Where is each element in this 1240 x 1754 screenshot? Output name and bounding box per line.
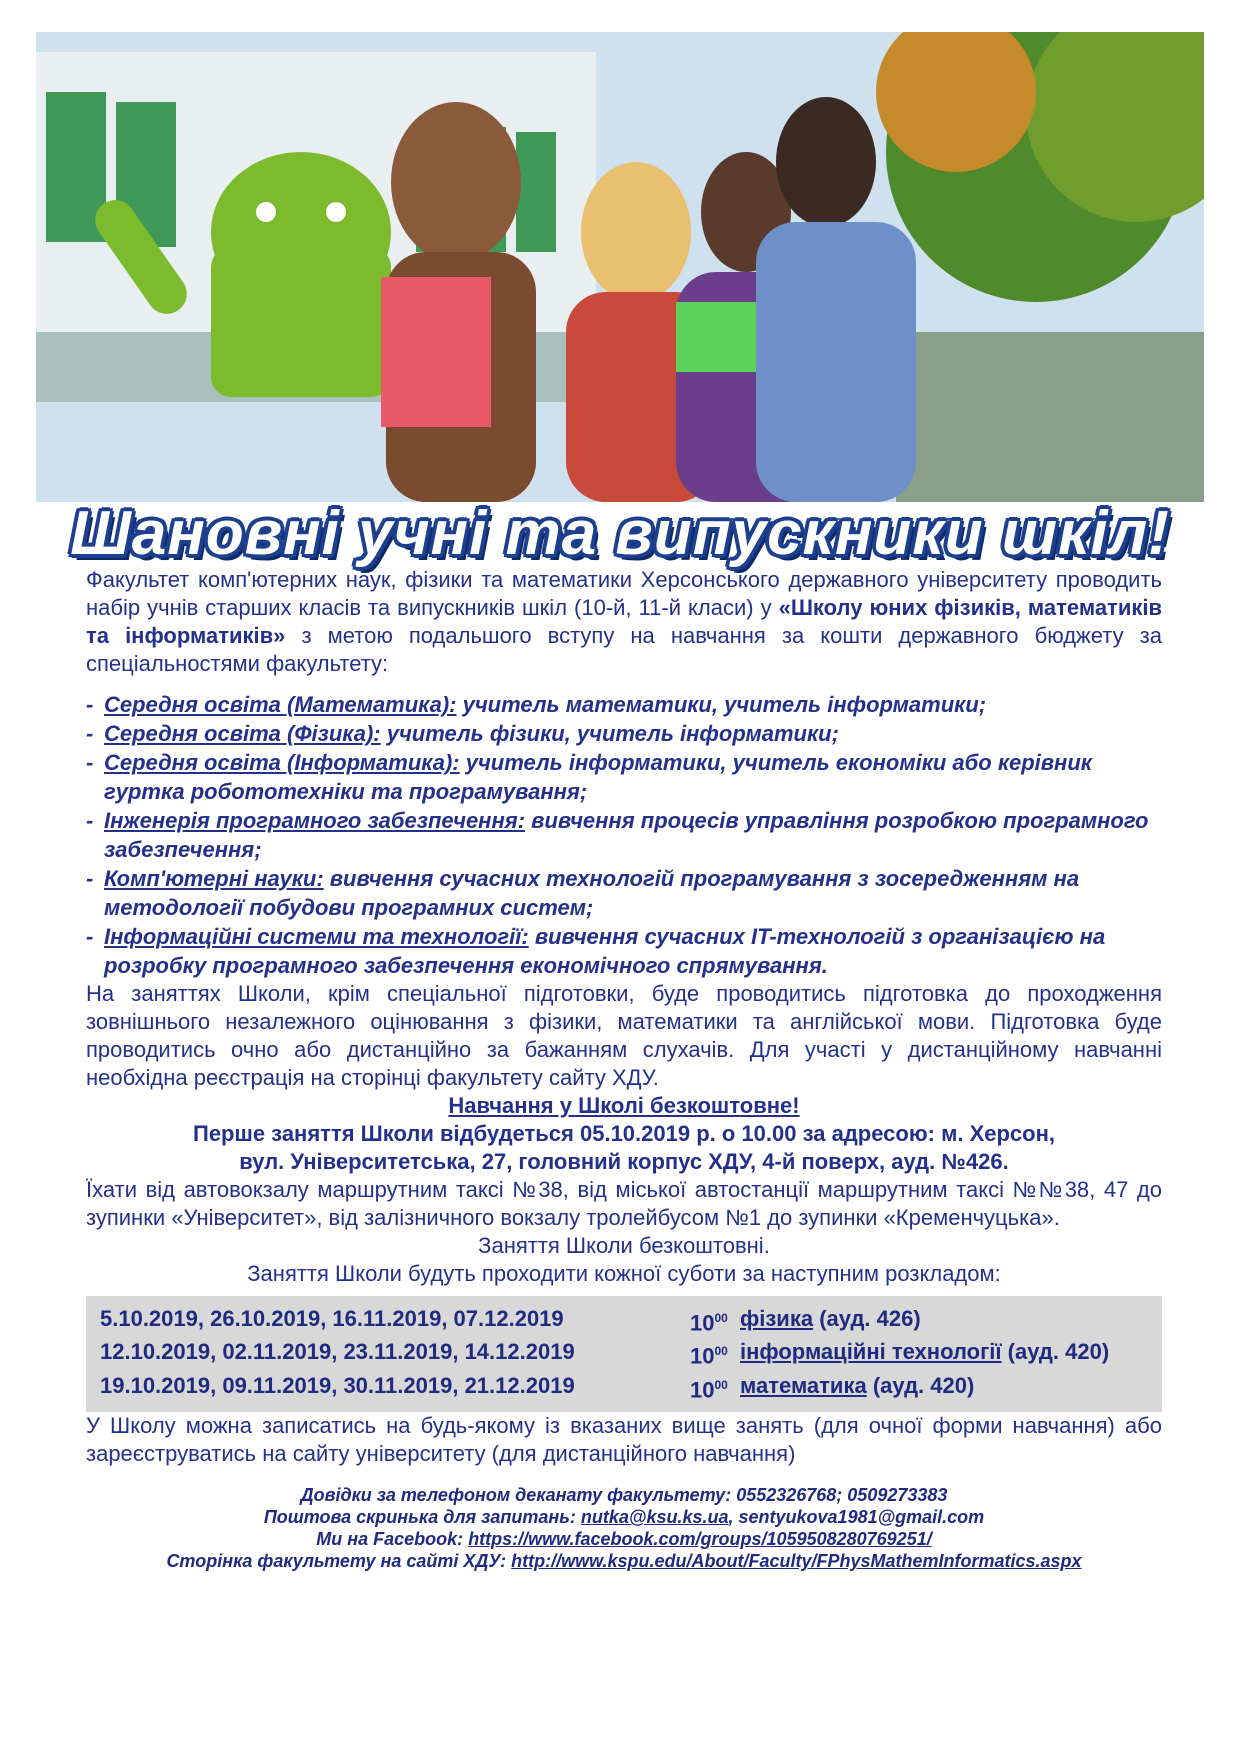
list-item: - Інженерія програмного забезпечення: вивчення процесів управління розробкою програмного забезпечення; [86, 808, 1149, 862]
specialty-name: Середня освіта (Математика): [104, 692, 457, 717]
table-row [100, 1337, 1148, 1370]
mail-line: Поштова скринька для запитань: nutka@ksu.ks.ua, sentyukova1981@gmail.com [263, 1506, 985, 1527]
travel-directions: Їхати від автовокзалу маршрутним таксі №38, від міської автостанції маршрутним таксі №№38, 47 до зупинки «Університет», від залізничного вокзалу тролейбусом №1 до зупинки «Кременчуцька». [86, 1177, 1162, 1230]
specialties-list [86, 690, 1162, 980]
mail-link[interactable]: nutka@ksu.ks.ua [580, 1506, 729, 1527]
schedule-subject: фізика (ауд. 426) [740, 1306, 921, 1331]
facebook-link[interactable]: https://www.facebook.com/groups/105950828076925​1/ [468, 1528, 932, 1549]
site-link[interactable]: http://www.kspu.edu/About/Faculty/FPhysMathemInformatics.aspx [511, 1550, 1082, 1571]
specialty-desc: учитель інформатики, учитель економіки або керівник гуртка робототехніки та програмування; [104, 750, 1092, 804]
schedule-dates: 19.10.2019, 09.11.2019, 30.11.2019, 21.12.2019 [100, 1372, 575, 1398]
list-item: - Середня освіта (Інформатика): учитель інформатики, учитель економіки або керівник гуртка робототехніки та програмування; [86, 750, 1092, 804]
facebook-line: Ми на Facebook: https://www.facebook.com/groups/105950828076925​1/ [316, 1528, 932, 1549]
schedule-time: $10^{00}$ [690, 1376, 728, 1402]
specialty-name: Інженерія програмного забезпечення: [104, 808, 526, 833]
schedule-dates: 5.10.2019, 26.10.2019, 16.11.2019, 07.12.2019 [100, 1306, 564, 1331]
specialty-desc: учитель математики, учитель інформатики; [456, 692, 987, 717]
table-row [100, 1304, 1148, 1337]
preparation-paragraph: На заняттях Школи, крім спеціальної підготовки, буде проводитись підготовка до проходження зовнішнього незалежного оцінювання з фізики, математики та англійської мови. Підготовка буде проводитись очно або дистанційно за бажанням слухачів. Для участі у дистанційному навчанні необхідна реєстрація на сторінці факультету сайту ХДУ. [86, 981, 1162, 1090]
intro-text: Факультет комп'ютерних наук, фізики та математики Херсонського державного університету проводить набір учнів старших класів та випускників шкіл (10-й, 11-й класи) у [86, 567, 1162, 620]
schedule-subject: математика (ауд. 420) [740, 1372, 975, 1398]
list-item: - Середня освіта (Математика): учитель математики, учитель інформатики; [86, 692, 987, 717]
schedule-table [86, 1296, 1162, 1412]
schedule-intro: Заняття Школи будуть проходити кожної суботи за наступним розкладом: [247, 1261, 1001, 1286]
schedule-time: $10^{00}$ [690, 1310, 728, 1336]
phone-line: Довідки за телефоном деканату факультету: 0552326768; 0509273383 [300, 1484, 948, 1505]
schedule-time: $10^{00}$ [690, 1343, 728, 1369]
specialty-desc: вивчення сучасних IT-технологій з організацією на розробку програмного забезпечення економічного спрямування. [104, 924, 1106, 978]
header-photo [36, 32, 1204, 502]
contacts-block [86, 1484, 1162, 1572]
free-education-title: Навчання у Школі безкоштовне! [448, 1093, 800, 1118]
list-item: - Комп'ютерні науки: вивчення сучасних технологій програмування з зосередженням на методології побудови програмних систем; [86, 866, 1080, 920]
schedule-subject: інформаційні технології (ауд. 420) [740, 1339, 1110, 1365]
table-row [100, 1371, 1148, 1404]
mail-link-2[interactable]: sentyukova1981@gmail.com [738, 1506, 985, 1527]
site-line: Сторінка факультету на сайті ХДУ: http://www.kspu.edu/About/Faculty/FPhysMathemInformatics.aspx [166, 1550, 1082, 1571]
registration-paragraph: У Школу можна записатись на будь-якому із вказаних вище занять (для очної форми навчання) або зареєструватись на сайту університету (для дистанційного навчання) [86, 1412, 1162, 1466]
specialty-name: Середня освіта (Інформатика): [104, 750, 460, 775]
intro-paragraph [86, 566, 1162, 678]
free-lessons-line: Заняття Школи безкоштовні. [478, 1233, 770, 1258]
list-item: - Інформаційні системи та технології: вивчення сучасних IT-технологій з організацією на розробку програмного забезпечення економічного спрямування. [86, 924, 1106, 978]
intro-text-end: з метою подальшого вступу на навчання за кошти державного бюджету за спеціальностями факультету: [86, 623, 1162, 676]
first-lesson-line-2: вул. Університетська, 27, головний корпус ХДУ, 4-й поверх, ауд. №426. [239, 1149, 1009, 1174]
specialty-desc: вивчення сучасних технологій програмування з зосередженням на методології побудови програмних систем; [104, 866, 1080, 920]
school-name: «Школу юних фізиків, математиків та інформатиків» [86, 595, 1162, 648]
list-item: - Середня освіта (Фізика): учитель фізики, учитель інформатики; [86, 721, 839, 746]
specialty-desc: учитель фізики, учитель інформатики; [380, 721, 839, 746]
first-lesson-line-1: Перше заняття Школи відбудеться 05.10.2019 р. о 10.00 за адресою: м. Херсон, [193, 1121, 1055, 1146]
students-illustration [36, 32, 1204, 502]
specialty-name: Комп'ютерні науки: [104, 866, 324, 891]
headline: Шановні учні та випускники шкіл! [70, 499, 1170, 568]
specialty-name: Середня освіта (Фізика): [104, 721, 381, 746]
schedule-dates: 12.10.2019, 02.11.2019, 23.11.2019, 14.12.2019 [100, 1339, 575, 1365]
specialty-desc: вивчення процесів управління розробкою програмного забезпечення; [104, 808, 1149, 862]
main-content [86, 566, 1162, 1572]
specialty-name: Інформаційні системи та технології: [104, 924, 529, 949]
